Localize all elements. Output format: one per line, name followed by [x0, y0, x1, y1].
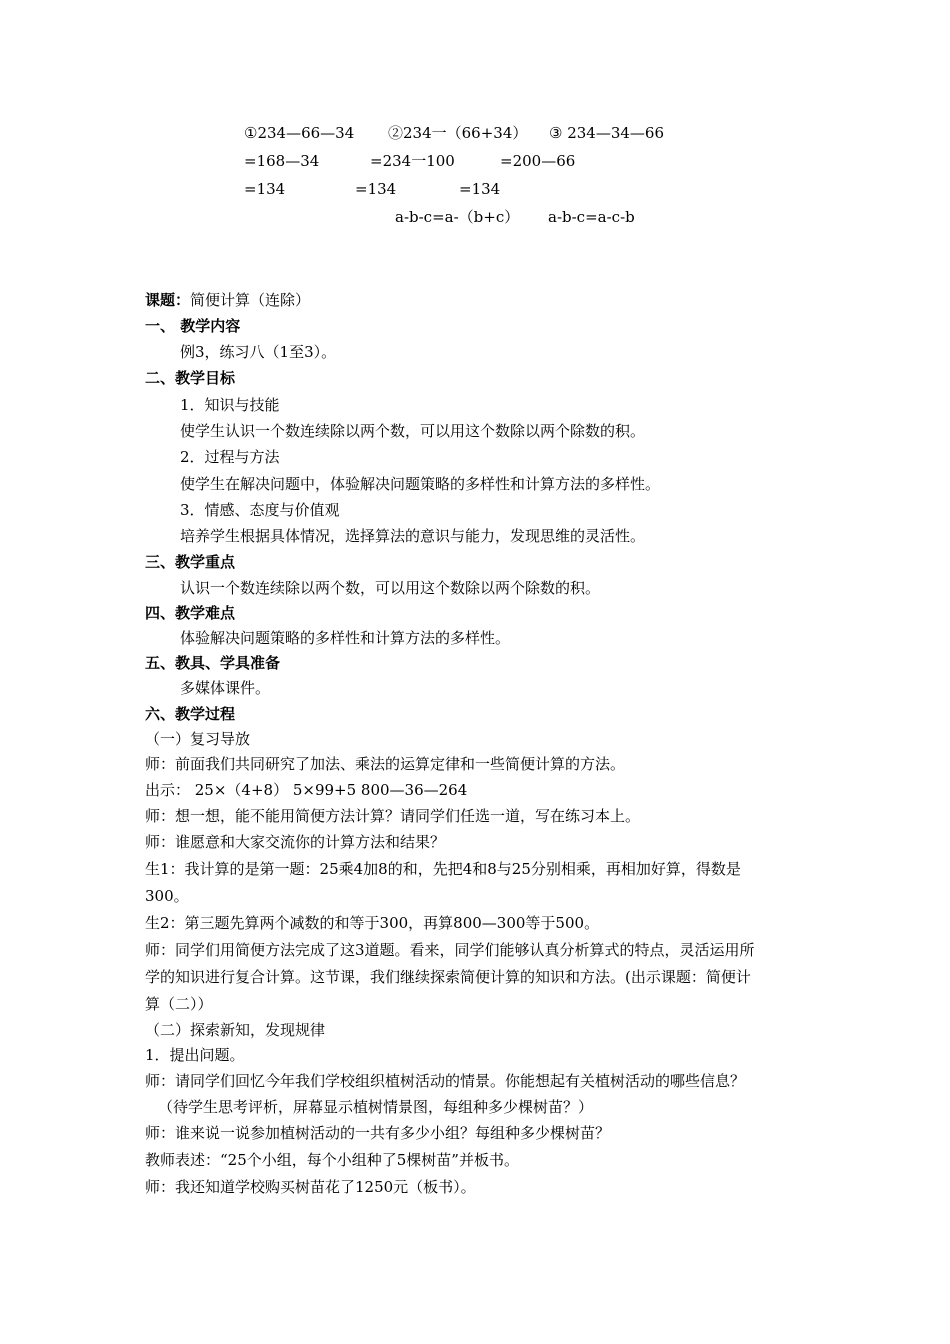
section-heading-4: 四、教学难点	[145, 604, 236, 622]
calc-step-1a: =168—34	[244, 152, 320, 170]
lesson-title	[145, 290, 310, 310]
section-text-5: 多媒体课件。	[180, 679, 271, 697]
process-line: 出示： 25×（4+8） 5×99+5 800—36—264	[145, 781, 468, 799]
process-line: 师：谁来说一说参加植树活动的一共有多少小组？每组种多少棵树苗？	[145, 1124, 611, 1142]
formula-2: a-b-c=a-c-b	[548, 208, 635, 226]
section-text-1: 例3，练习八（1至3）。	[180, 343, 337, 361]
process-line: 教师表述：“25个小组，每个小组种了5棵树苗”并板书。	[145, 1151, 519, 1169]
lesson-title-label: 课题：	[145, 291, 191, 309]
calc-expression-1: ①234—66—34	[244, 124, 355, 142]
goal-text-3: 培养学生根据具体情况，选择算法的意识与能力，发现思维的灵活性。	[180, 527, 646, 545]
process-line: 师：谁愿意和大家交流你的计算方法和结果？	[145, 833, 446, 851]
process-line: 师：同学们用简便方法完成了这3道题。看来，同学们能够认真分析算式的特点，灵活运用所	[145, 941, 755, 959]
process-line: 生1：我计算的是第一题：25乘4加8的和，先把4和8与25分别相乘，再相加好算，得数是	[145, 860, 741, 878]
process-line: （待学生思考评析，屏幕显示植树情景图，每组种多少棵树苗？）	[158, 1098, 594, 1116]
calc-result-1: =134	[244, 180, 286, 198]
calc-expression-3: ③ 234—34—66	[549, 124, 665, 142]
calc-result-2: =134	[355, 180, 397, 198]
section-heading-5: 五、教具、学具准备	[145, 654, 281, 672]
lesson-title-text: 简便计算（连除）	[190, 291, 311, 309]
process-line: 师：请同学们回忆今年我们学校组织植树活动的情景。你能想起有关植树活动的哪些信息？	[145, 1072, 746, 1090]
formula-1: a-b-c=a-（b+c）	[395, 208, 520, 226]
goal-heading-3: 3．情感、态度与价值观	[180, 501, 340, 519]
goal-text-1: 使学生认识一个数连续除以两个数，可以用这个数除以两个除数的积。	[180, 422, 646, 440]
section-heading-6: 六、教学过程	[145, 705, 236, 723]
section-heading-3: 三、教学重点	[145, 553, 236, 571]
calc-step-2a: =234一100	[370, 152, 455, 170]
section-heading-1: 一、 教学内容	[145, 317, 241, 335]
calc-expression-2: ②234一（66+34）	[388, 124, 528, 142]
calc-result-3: =134	[459, 180, 501, 198]
process-line: 1．提出问题。	[145, 1046, 245, 1064]
section-text-3: 认识一个数连续除以两个数，可以用这个数除以两个除数的积。	[180, 579, 601, 597]
goal-text-2: 使学生在解决问题中，体验解决问题策略的多样性和计算方法的多样性。	[180, 475, 661, 493]
process-line: 师：前面我们共同研究了加法、乘法的运算定律和一些简便计算的方法。	[145, 755, 626, 773]
process-part-1: （一）复习导放	[145, 730, 251, 748]
process-line: 师：我还知道学校购买树苗花了1250元（板书）。	[145, 1178, 476, 1196]
goal-heading-2: 2．过程与方法	[180, 448, 280, 466]
section-text-4: 体验解决问题策略的多样性和计算方法的多样性。	[180, 629, 511, 647]
process-line: 师：想一想，能不能用简便方法计算？请同学们任选一道，写在练习本上。	[145, 807, 641, 825]
process-line: 学的知识进行复合计算。这节课，我们继续探索简便计算的知识和方法。(出示课题：简便计	[145, 968, 751, 986]
process-part-2: （二）探索新知，发现规律	[145, 1021, 326, 1039]
process-line: 生2：第三题先算两个减数的和等于300，再算800—300等于500。	[145, 914, 600, 932]
process-line: 300。	[145, 887, 189, 905]
calc-step-3a: =200—66	[500, 152, 576, 170]
process-line: 算（二））	[145, 995, 213, 1013]
goal-heading-1: 1．知识与技能	[180, 396, 280, 414]
section-heading-2: 二、教学目标	[145, 369, 236, 387]
